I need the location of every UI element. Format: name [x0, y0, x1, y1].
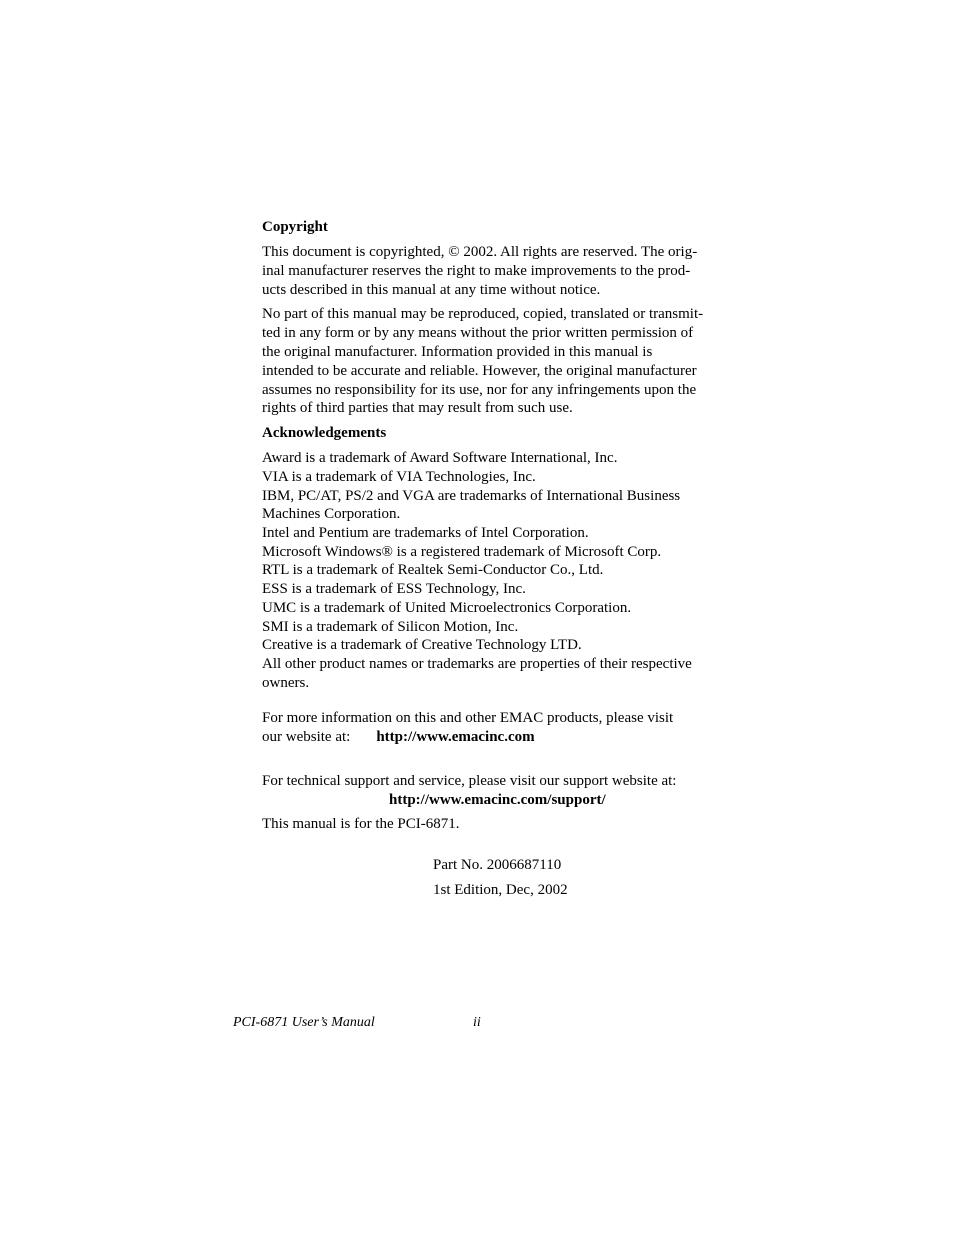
part-info [262, 853, 732, 903]
copyright-paragraph-1 [262, 243, 732, 299]
text-line: ucts described in this manual at any time without notice. [262, 281, 601, 298]
website-link[interactable]: http://www.emacinc.com [376, 729, 535, 746]
acknowledgement-line: ESS is a trademark of ESS Technology, Inc. [262, 581, 526, 598]
text-line: rights of third parties that may result from such use. [262, 400, 573, 417]
acknowledgement-line: Award is a trademark of Award Software International, Inc. [262, 450, 618, 467]
edition: 1st Edition, Dec, 2002 [433, 882, 568, 899]
text-line: assumes no responsibility for its use, nor for any infringements upon the [262, 381, 697, 398]
copyright-heading: Copyright [262, 219, 328, 235]
acknowledgement-line: UMC is a trademark of United Microelectronics Corporation. [262, 599, 632, 616]
website-text: For more information on this and other EMAC products, please visit [262, 710, 674, 727]
acknowledgement-line: All other product names or trademarks are properties of their respective [262, 655, 692, 672]
acknowledgement-line: Machines Corporation. [262, 506, 401, 523]
website-prefix: our website at: [262, 729, 351, 746]
text-line: No part of this manual may be reproduced, copied, translated or transmit- [262, 306, 704, 323]
text-line: inal manufacturer reserves the right to make improvements to the prod- [262, 262, 691, 279]
support-link[interactable]: http://www.emacinc.com/support/ [389, 792, 606, 809]
text-line: This document is copyrighted, © 2002. All rights are reserved. The orig- [262, 244, 698, 260]
text-line: the original manufacturer. Information provided in this manual is [262, 343, 653, 360]
acknowledgement-line: RTL is a trademark of Realtek Semi-Conductor Co., Ltd. [262, 562, 604, 579]
website-line [262, 728, 732, 747]
support-text: For technical support and service, please visit our support website at: [262, 773, 677, 790]
acknowledgements-list [262, 449, 732, 692]
text-line: ted in any form or by any means without the prior written permission of [262, 325, 694, 342]
text-line: intended to be accurate and reliable. However, the original manufacturer [262, 362, 697, 379]
acknowledgement-line: Intel and Pentium are trademarks of Intel Corporation. [262, 524, 589, 541]
acknowledgement-line: Microsoft Windows® is a registered trademark of Microsoft Corp. [262, 543, 662, 560]
acknowledgement-line: Creative is a trademark of Creative Technology LTD. [262, 637, 582, 654]
acknowledgement-line: VIA is a trademark of VIA Technologies, Inc. [262, 468, 536, 485]
acknowledgement-line: IBM, PC/AT, PS/2 and VGA are trademarks of International Business [262, 487, 681, 504]
acknowledgement-line: owners. [262, 674, 310, 691]
manual-model-note: This manual is for the PCI-6871. [262, 816, 460, 833]
part-number: Part No. 2006687110 [433, 857, 562, 874]
footer-page-number: ii [473, 1015, 481, 1030]
acknowledgements-heading: Acknowledgements [262, 425, 387, 442]
acknowledgement-line: SMI is a trademark of Silicon Motion, Inc. [262, 618, 519, 635]
footer-manual-title: PCI-6871 User’s Manual [233, 1015, 375, 1030]
support-info [262, 772, 732, 810]
website-info [262, 709, 732, 747]
document-body [262, 218, 732, 903]
copyright-paragraph-2 [262, 305, 732, 418]
